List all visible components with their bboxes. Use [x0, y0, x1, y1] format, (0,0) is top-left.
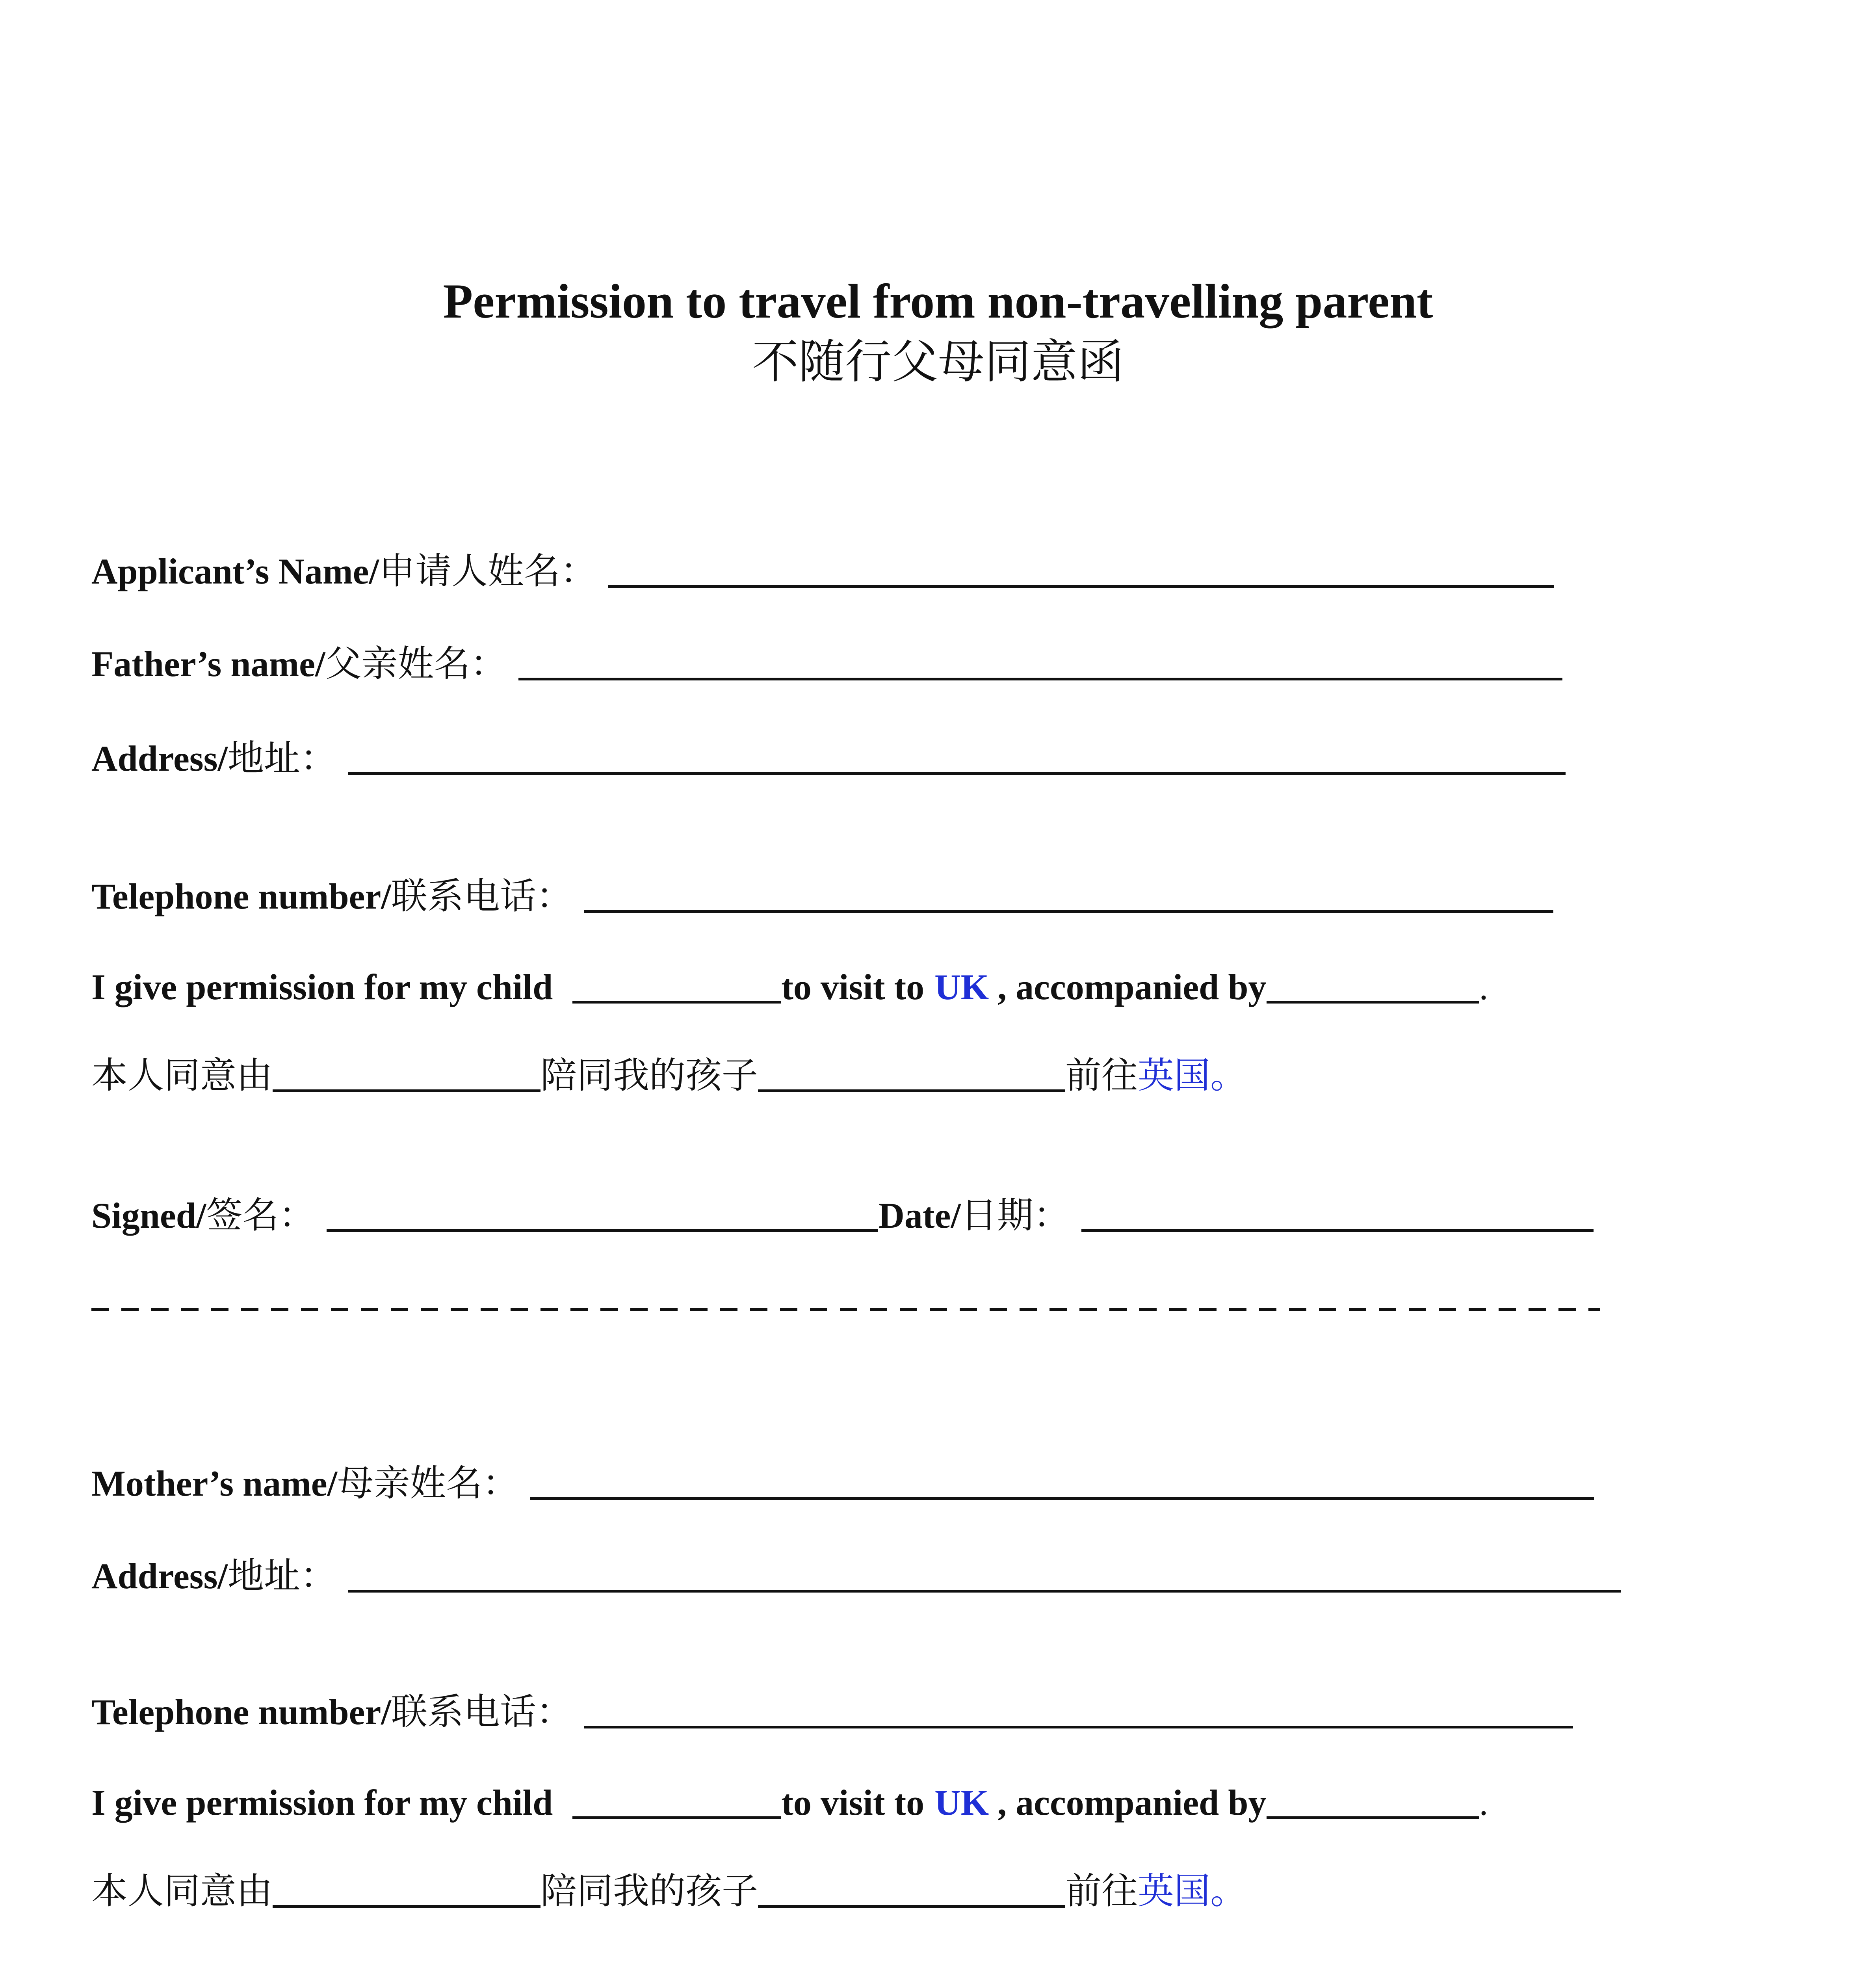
father-address-row: [91, 727, 1566, 782]
father-telephone-row: [91, 865, 1553, 920]
father-name-row: [91, 632, 1562, 688]
father-telephone-label-zh: 联系电话：: [391, 876, 572, 916]
zh-country: 英国。: [1138, 1871, 1247, 1911]
zh-middle: 陪同我的孩子: [541, 1871, 758, 1911]
mother-name-row: [91, 1452, 1594, 1507]
permission-country: UK: [934, 1782, 989, 1823]
father-signed-label-zh: 签名：: [206, 1195, 315, 1236]
father-signature-field[interactable]: [327, 1194, 878, 1232]
page-title: Permission to travel from non-travelling parent: [443, 274, 1433, 328]
permission-accompanied: , accompanied by: [997, 967, 1267, 1007]
father-date-label-zh: 日期：: [960, 1195, 1070, 1236]
father-signature-row: [91, 1184, 1594, 1239]
zh-prefix: 本人同意由: [91, 1871, 273, 1911]
zh-middle: 陪同我的孩子: [541, 1056, 758, 1096]
mother-telephone-field[interactable]: [584, 1690, 1573, 1728]
permission-accompanied: , accompanied by: [997, 1782, 1267, 1823]
permission-prefix: I give permission for my child: [91, 1782, 553, 1823]
applicant-name-label: Applicant’s Name/: [91, 551, 379, 591]
mother-address-label-zh: 地址：: [227, 1556, 336, 1596]
father-accompanied-by-field[interactable]: [1267, 965, 1479, 1004]
father-date-field[interactable]: [1081, 1194, 1594, 1232]
mother-telephone-row: [91, 1680, 1573, 1736]
father-permission-zh-row: [91, 1044, 1246, 1099]
mother-companion-field-zh[interactable]: [273, 1870, 541, 1908]
mother-telephone-label: Telephone number/: [91, 1692, 391, 1732]
father-address-label-zh: 地址：: [227, 738, 336, 779]
mother-child-field-zh[interactable]: [758, 1870, 1065, 1908]
mother-address-field[interactable]: [348, 1554, 1621, 1593]
mother-name-label: Mother’s name/: [91, 1463, 338, 1504]
applicant-name-label-zh: 申请人姓名：: [379, 551, 597, 591]
father-address-label: Address/: [91, 738, 228, 779]
father-address-field[interactable]: [348, 737, 1566, 775]
zh-goto: 前往: [1065, 1871, 1138, 1911]
mother-address-row: [91, 1544, 1621, 1600]
father-child-name-field[interactable]: [572, 965, 781, 1004]
permission-end: .: [1479, 967, 1488, 1007]
mother-accompanied-by-field[interactable]: [1267, 1781, 1479, 1819]
father-permission-row: [91, 955, 1488, 1011]
applicant-name-row: [91, 540, 1554, 595]
mother-permission-row: [91, 1771, 1488, 1826]
father-name-field[interactable]: [518, 642, 1562, 680]
mother-permission-zh-row: [91, 1860, 1246, 1915]
zh-country: 英国。: [1138, 1056, 1247, 1096]
mother-name-label-zh: 母亲姓名：: [337, 1463, 519, 1504]
permission-prefix: I give permission for my child: [91, 967, 553, 1007]
mother-telephone-label-zh: 联系电话：: [391, 1692, 572, 1732]
father-child-field-zh[interactable]: [758, 1054, 1065, 1092]
zh-prefix: 本人同意由: [91, 1056, 273, 1096]
applicant-name-field[interactable]: [608, 550, 1554, 588]
father-name-label: Father’s name/: [91, 644, 325, 684]
permission-country: UK: [934, 967, 989, 1007]
father-signed-label: Signed/: [91, 1195, 206, 1236]
father-name-label-zh: 父亲姓名：: [325, 644, 507, 684]
permission-end: .: [1479, 1782, 1488, 1823]
permission-visit: to visit to: [781, 967, 925, 1007]
father-companion-field-zh[interactable]: [273, 1054, 541, 1092]
permission-visit: to visit to: [781, 1782, 925, 1823]
cut-line-divider: [91, 1308, 1600, 1311]
mother-name-field[interactable]: [530, 1462, 1594, 1500]
page-title-chinese: 不随行父母同意函: [752, 336, 1124, 388]
zh-goto: 前往: [1065, 1056, 1138, 1096]
father-telephone-label: Telephone number/: [91, 876, 391, 916]
father-date-label: Date/: [878, 1195, 961, 1236]
father-telephone-field[interactable]: [584, 875, 1553, 913]
mother-address-label: Address/: [91, 1556, 228, 1596]
mother-child-name-field[interactable]: [572, 1781, 781, 1819]
